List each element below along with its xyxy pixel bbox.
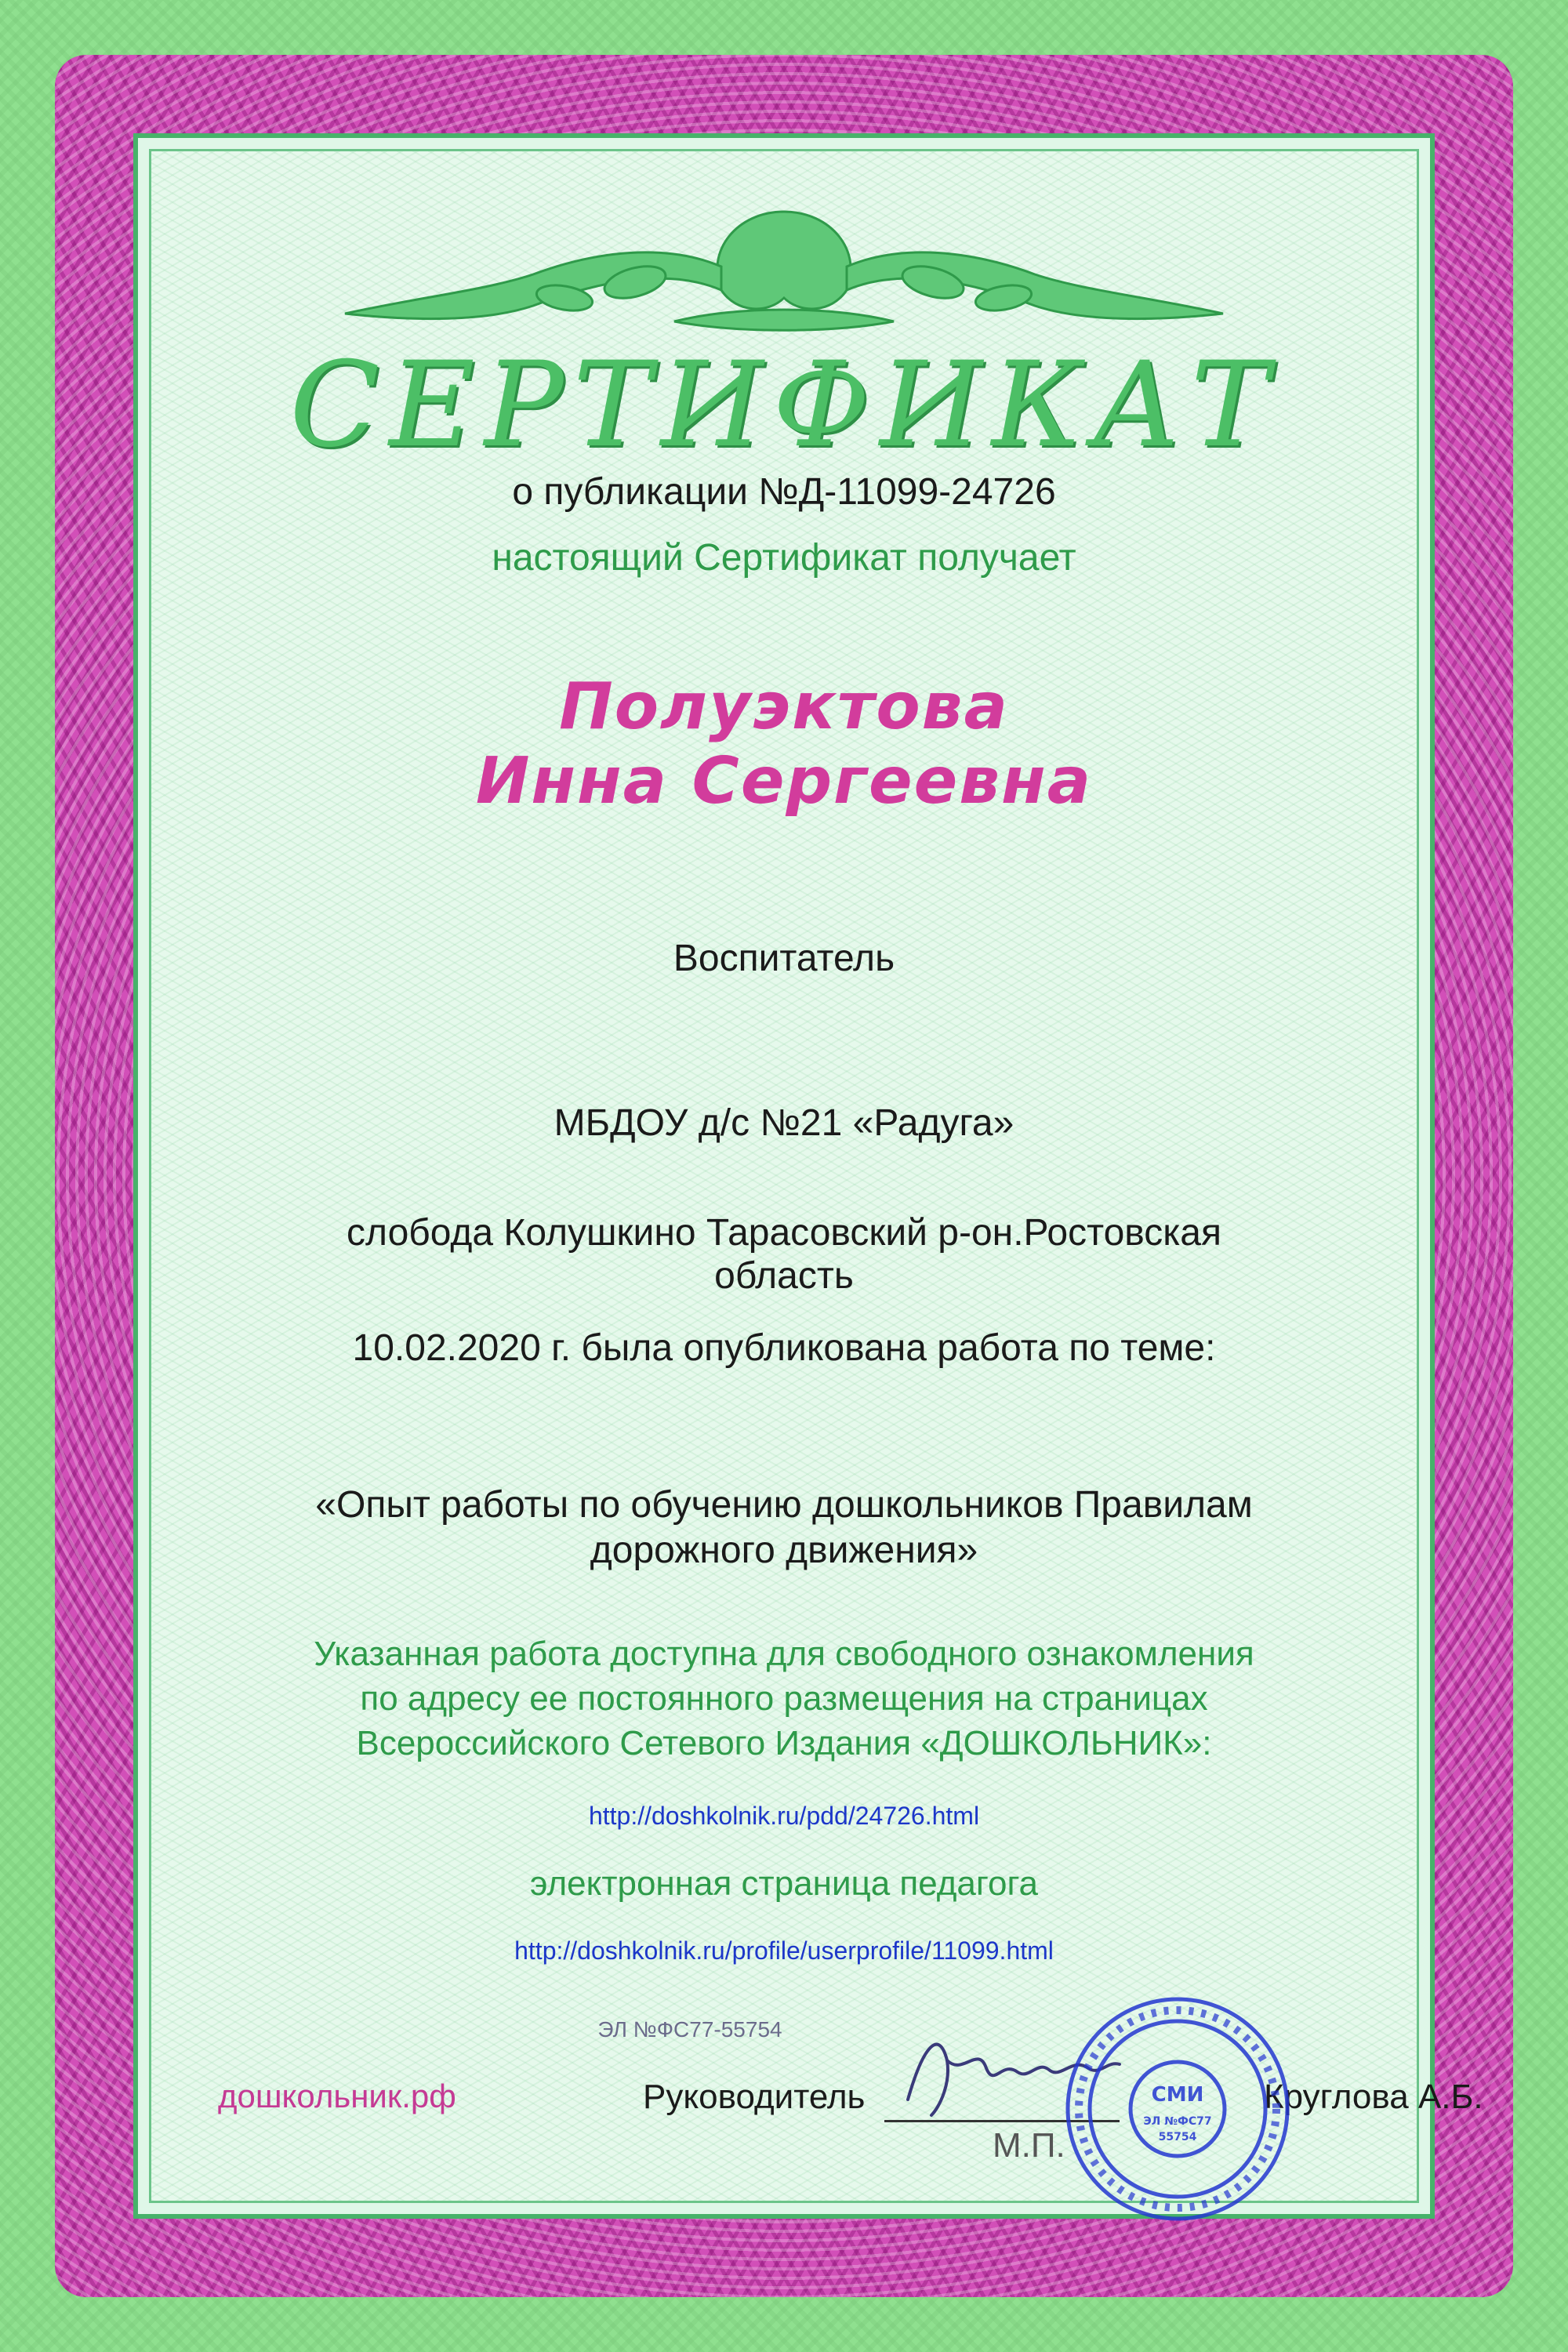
recipient-given-name: Инна Сергеевна [475,744,1093,818]
laurel-ornament-icon [298,196,1270,353]
seal-mark: М.П. [993,2126,1065,2165]
recipient-position: Воспитатель [673,938,895,979]
director-name: Круглова А.Б. [1264,2078,1483,2116]
topic-line-1: «Опыт работы по обучению дошкольников Правилам [315,1484,1253,1526]
availability-line-1: Указанная работа доступна для свободного ознакомления [314,1635,1254,1673]
organization: МБДОУ д/с №21 «Радуга» [554,1102,1014,1144]
certificate-title: СЕРТИФИКАТ [289,337,1279,474]
registration-number: ЭЛ №ФС77-55754 [597,2017,782,2042]
publication-number: о публикации №Д-11099-24726 [512,471,1056,513]
svg-text:СМИ: СМИ [1151,2083,1204,2107]
work-url-link[interactable]: http://doshkolnik.ru/pdd/24726.html [588,1802,980,1830]
publication-date: 10.02.2020 г. была опубликована работа по теме: [352,1327,1216,1369]
availability-line-3: Всероссийского Сетевого Издания «ДОШКОЛЬНИК»: [356,1724,1212,1762]
availability-line-2: по адресу ее постоянного размещения на страницах [360,1679,1208,1718]
teacher-profile-link[interactable]: http://doshkolnik.ru/profile/userprofile/11099.html [514,1936,1054,1965]
site-name[interactable]: дошкольник.рф [218,2078,456,2114]
official-stamp-icon [1060,1991,1295,2227]
svg-text:55754: 55754 [1158,2131,1197,2143]
address-line-1: слобода Колушкино Тарасовский р-он.Ростовская [347,1212,1221,1254]
topic-line-2: дорожного движения» [590,1530,978,1571]
teacher-page-label: электронная страница педагога [529,1864,1039,1903]
receives-line: настоящий Сертификат получает [492,537,1076,579]
director-label: Руководитель [643,2078,866,2116]
address-line-2: область [714,1255,854,1297]
svg-text:ЭЛ №ФС77: ЭЛ №ФС77 [1143,2115,1212,2128]
recipient-surname: Полуэктова [559,670,1009,744]
